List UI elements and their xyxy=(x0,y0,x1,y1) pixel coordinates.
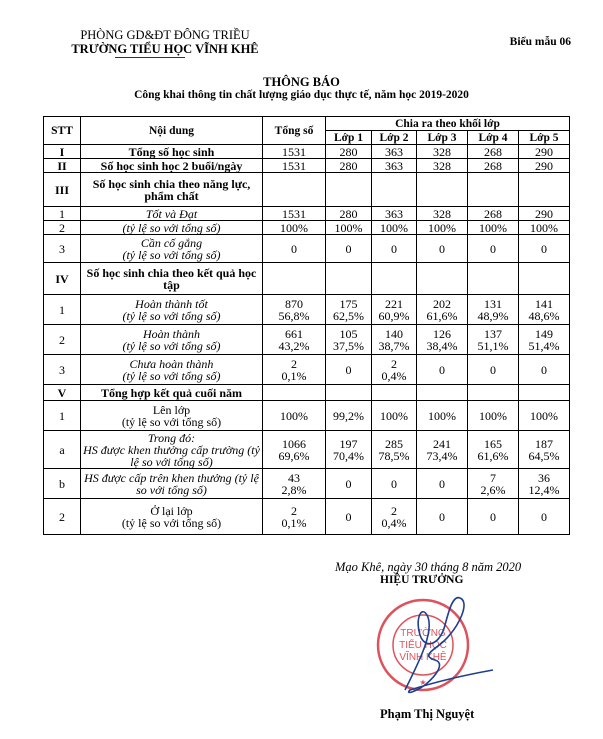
cell-grade-5: 100% xyxy=(519,401,570,431)
cell-grade-5 xyxy=(519,469,570,499)
cell-grade-5 xyxy=(519,431,570,469)
cell-percent: 51,1% xyxy=(477,338,509,353)
cell-stt: IV xyxy=(44,263,81,295)
date-line: Mạo Khê, ngày 30 tháng 8 năm 2020 xyxy=(335,560,522,574)
cell-grade-3: 328 xyxy=(417,207,468,221)
table-row xyxy=(44,431,570,469)
content-sublabel: (tỷ lệ so với tổng số) xyxy=(122,308,221,323)
cell-grade-4 xyxy=(468,469,519,499)
cell-grade-2 xyxy=(372,173,417,207)
cell-grade-1 xyxy=(326,431,372,469)
document-title: THÔNG BÁO xyxy=(263,75,340,89)
svg-text:★: ★ xyxy=(419,678,427,687)
cell-grade-4 xyxy=(468,295,519,325)
cell-total: 100% xyxy=(263,401,326,431)
cell-count: 140 xyxy=(385,326,403,341)
cell-grade-4 xyxy=(468,263,519,295)
table-row xyxy=(44,355,570,385)
table-row xyxy=(44,263,570,295)
cell-grade-1: 280 xyxy=(326,159,372,173)
table-row xyxy=(44,207,570,221)
content-sublabel: HS được khen thưởng cấp trường (tỷ lệ so với tổng số) xyxy=(83,442,260,469)
cell-grade-3: 100% xyxy=(417,401,468,431)
cell-stt: 2 xyxy=(44,325,81,355)
cell-content xyxy=(81,207,263,221)
header-grade-group: Chia ra theo khối lớp xyxy=(326,117,570,131)
content-sublabel: (tỷ lệ so với tổng số) xyxy=(122,247,221,262)
header-stt: STT xyxy=(44,117,81,145)
cell-count: 1066 xyxy=(282,436,306,451)
cell-stt: 2 xyxy=(44,221,81,235)
cell-percent: 61,6% xyxy=(477,448,509,463)
header-grade-5: Lớp 5 xyxy=(519,131,570,145)
cell-total xyxy=(263,469,326,499)
cell-count: 43 xyxy=(288,470,300,485)
issuer-header xyxy=(60,28,270,56)
cell-grade-3: 0 xyxy=(417,469,468,499)
cell-grade-2: 363 xyxy=(372,207,417,221)
cell-content xyxy=(81,221,263,235)
content-label: Trong đó: xyxy=(147,430,196,445)
content-label: Chưa hoàn thành xyxy=(129,356,214,371)
content-label: Hoàn thành xyxy=(143,326,200,341)
cell-percent: 0,4% xyxy=(381,368,407,383)
content-label: Tốt và Đạt xyxy=(145,206,198,221)
cell-percent: 73,4% xyxy=(426,448,458,463)
table-body xyxy=(44,145,570,535)
cell-stt: 1 xyxy=(44,207,81,221)
table-row xyxy=(44,385,570,401)
cell-grade-2 xyxy=(372,325,417,355)
cell-count: 2 xyxy=(291,356,297,371)
cell-content xyxy=(81,145,263,159)
content-label: HS được cấp trên khen thưởng (tỷ lệ so với tổng số) xyxy=(84,470,259,497)
cell-grade-1: 280 xyxy=(326,145,372,159)
cell-content xyxy=(81,431,263,469)
content-sublabel: (tỷ lệ so với tổng số) xyxy=(122,338,221,353)
cell-grade-4: 268 xyxy=(468,145,519,159)
cell-count: 175 xyxy=(339,296,358,311)
cell-grade-5 xyxy=(519,173,570,207)
cell-count: 149 xyxy=(535,326,553,341)
cell-content xyxy=(81,385,263,401)
cell-stt: II xyxy=(44,159,81,173)
cell-grade-3: 328 xyxy=(417,159,468,173)
cell-grade-1: 100% xyxy=(326,221,372,235)
table-row xyxy=(44,401,570,431)
cell-grade-1: 280 xyxy=(326,207,372,221)
cell-grade-1: 0 xyxy=(326,469,372,499)
cell-grade-2: 100% xyxy=(372,221,417,235)
cell-grade-3 xyxy=(417,295,468,325)
content-label: Hoàn thành tốt xyxy=(135,296,208,311)
cell-grade-5: 0 xyxy=(519,499,570,535)
cell-percent: 2,8% xyxy=(281,482,307,497)
cell-grade-1: 0 xyxy=(326,235,372,263)
cell-stt: a xyxy=(44,431,81,469)
header-content: Nội dung xyxy=(81,117,263,145)
cell-percent: 0,1% xyxy=(281,368,307,383)
school-name: TRƯỜNG TIỂU HỌC VĨNH KHÊ xyxy=(71,42,259,56)
cell-content xyxy=(81,469,263,499)
cell-percent: 70,4% xyxy=(333,448,364,463)
table-row xyxy=(44,145,570,159)
cell-stt: 3 xyxy=(44,235,81,263)
form-number: Biểu mẫu 06 xyxy=(509,36,571,48)
cell-grade-4 xyxy=(468,325,519,355)
cell-grade-2 xyxy=(372,431,417,469)
cell-grade-4: 100% xyxy=(468,221,519,235)
cell-grade-5 xyxy=(519,263,570,295)
cell-grade-2: 0 xyxy=(372,235,417,263)
cell-percent: 37,5% xyxy=(333,338,364,353)
cell-grade-1 xyxy=(326,295,372,325)
cell-total xyxy=(263,173,326,207)
cell-count: 661 xyxy=(285,326,303,341)
content-sublabel: (tỷ lệ so với tổng số) xyxy=(122,368,221,383)
cell-grade-4: 0 xyxy=(468,355,519,385)
seal-line-3: VĨNH KHÊ xyxy=(399,652,447,663)
cell-count: 36 xyxy=(538,470,550,485)
cell-stt: 3 xyxy=(44,355,81,385)
cell-grade-5 xyxy=(519,295,570,325)
content-label: Ở lại lớp xyxy=(150,503,193,518)
cell-count: 7 xyxy=(490,470,496,485)
content-label: (tỷ lệ so với tổng số) xyxy=(122,220,221,235)
school-underline xyxy=(115,57,185,58)
table-row xyxy=(44,325,570,355)
cell-grade-2: 363 xyxy=(372,145,417,159)
cell-percent: 0,4% xyxy=(381,515,407,530)
signer-name: Phạm Thị Nguyệt xyxy=(380,707,475,721)
cell-content xyxy=(81,235,263,263)
cell-total xyxy=(263,499,326,535)
cell-grade-3 xyxy=(417,385,468,401)
content-label: Số học sinh chia theo năng lực, phẩm chất xyxy=(92,176,251,203)
cell-grade-1 xyxy=(326,263,372,295)
cell-percent: 60,9% xyxy=(378,308,410,323)
cell-grade-5: 290 xyxy=(519,145,570,159)
cell-count: 285 xyxy=(385,436,403,451)
cell-stt: 1 xyxy=(44,401,81,431)
cell-stt: b xyxy=(44,469,81,499)
cell-stt: I xyxy=(44,145,81,159)
cell-count: 202 xyxy=(433,296,451,311)
cell-total: 0 xyxy=(263,235,326,263)
cell-grade-3: 0 xyxy=(417,499,468,535)
cell-total: 1531 xyxy=(263,145,326,159)
cell-total xyxy=(263,355,326,385)
cell-grade-5: 100% xyxy=(519,221,570,235)
cell-content xyxy=(81,401,263,431)
cell-grade-3 xyxy=(417,173,468,207)
content-label: Số học sinh học 2 buổi/ngày xyxy=(100,158,243,173)
cell-grade-2: 100% xyxy=(372,401,417,431)
cell-grade-2 xyxy=(372,385,417,401)
cell-total xyxy=(263,295,326,325)
cell-content xyxy=(81,499,263,535)
cell-count: 2 xyxy=(391,356,397,371)
header-grade-3: Lớp 3 xyxy=(417,131,468,145)
cell-percent: 51,4% xyxy=(528,338,560,353)
cell-count: 187 xyxy=(535,436,553,451)
header-grade-2: Lớp 2 xyxy=(372,131,417,145)
content-label: Tổng hợp kết quả cuối năm xyxy=(100,385,243,400)
cell-total xyxy=(263,325,326,355)
principal-title: HIỆU TRƯỞNG xyxy=(380,574,464,586)
cell-count: 2 xyxy=(391,503,397,518)
cell-grade-3: 0 xyxy=(417,235,468,263)
department-name: PHÒNG GD&ĐT ĐÔNG TRIỀU xyxy=(80,28,250,42)
cell-grade-3 xyxy=(417,325,468,355)
cell-percent: 69,6% xyxy=(278,448,310,463)
cell-percent: 12,4% xyxy=(528,482,560,497)
cell-grade-1: 0 xyxy=(326,355,372,385)
cell-count: 241 xyxy=(433,436,451,451)
seal-line-1: TRƯỜNG xyxy=(400,628,446,639)
cell-grade-5: 0 xyxy=(519,235,570,263)
cell-grade-3: 0 xyxy=(417,355,468,385)
document-subtitle: Công khai thông tin chất lượng giáo dục thực tế, năm học 2019-2020 xyxy=(134,89,469,101)
cell-grade-4: 268 xyxy=(468,159,519,173)
content-label: Cần cố gắng xyxy=(140,235,203,250)
cell-count: 137 xyxy=(484,326,502,341)
cell-percent: 48,6% xyxy=(528,308,560,323)
cell-grade-1 xyxy=(326,325,372,355)
cell-grade-5: 290 xyxy=(519,159,570,173)
cell-grade-4: 0 xyxy=(468,235,519,263)
cell-total xyxy=(263,263,326,295)
table-row xyxy=(44,221,570,235)
cell-total: 1531 xyxy=(263,207,326,221)
cell-grade-4 xyxy=(468,385,519,401)
header-grade-1: Lớp 1 xyxy=(326,131,372,145)
cell-percent: 38,4% xyxy=(426,338,458,353)
cell-grade-5: 0 xyxy=(519,355,570,385)
cell-count: 870 xyxy=(285,296,303,311)
cell-grade-5 xyxy=(519,325,570,355)
header-total: Tổng số xyxy=(263,117,326,145)
content-label: Số học sinh chia theo kết quả học tập xyxy=(86,265,257,292)
cell-percent: 62,5% xyxy=(333,308,364,323)
cell-count: 197 xyxy=(339,436,358,451)
table-row xyxy=(44,499,570,535)
cell-content xyxy=(81,263,263,295)
cell-content xyxy=(81,159,263,173)
cell-total: 1531 xyxy=(263,159,326,173)
cell-grade-1 xyxy=(326,173,372,207)
cell-count: 2 xyxy=(291,503,297,518)
cell-grade-4: 100% xyxy=(468,401,519,431)
cell-count: 141 xyxy=(535,296,553,311)
cell-count: 165 xyxy=(484,436,502,451)
cell-total xyxy=(263,385,326,401)
cell-total: 100% xyxy=(263,221,326,235)
cell-percent: 43,2% xyxy=(278,338,310,353)
cell-grade-1: 0 xyxy=(326,499,372,535)
quality-table xyxy=(43,116,570,535)
cell-grade-3: 328 xyxy=(417,145,468,159)
cell-grade-1: 99,2% xyxy=(326,401,372,431)
cell-grade-3 xyxy=(417,431,468,469)
cell-stt: III xyxy=(44,173,81,207)
table-row xyxy=(44,235,570,263)
cell-grade-4 xyxy=(468,173,519,207)
cell-percent: 78,5% xyxy=(378,448,410,463)
cell-grade-2 xyxy=(372,499,417,535)
cell-content xyxy=(81,355,263,385)
cell-grade-1 xyxy=(326,385,372,401)
cell-grade-4 xyxy=(468,431,519,469)
official-seal-image xyxy=(375,590,505,700)
seal-and-signature xyxy=(375,590,505,700)
cell-grade-2 xyxy=(372,355,417,385)
cell-count: 131 xyxy=(484,296,502,311)
cell-stt: 1 xyxy=(44,295,81,325)
cell-count: 105 xyxy=(339,326,358,341)
cell-count: 221 xyxy=(385,296,403,311)
cell-stt: 2 xyxy=(44,499,81,535)
content-label: Tổng số học sinh xyxy=(128,144,215,159)
cell-percent: 56,8% xyxy=(278,308,310,323)
cell-grade-4: 268 xyxy=(468,207,519,221)
table-row xyxy=(44,173,570,207)
cell-grade-2: 363 xyxy=(372,159,417,173)
cell-grade-5 xyxy=(519,385,570,401)
cell-percent: 0,1% xyxy=(281,515,307,530)
cell-total xyxy=(263,431,326,469)
cell-grade-5: 290 xyxy=(519,207,570,221)
cell-grade-2 xyxy=(372,295,417,325)
header-grade-4: Lớp 4 xyxy=(468,131,519,145)
cell-percent: 38,7% xyxy=(378,338,410,353)
cell-percent: 48,9% xyxy=(477,308,509,323)
cell-content xyxy=(81,173,263,207)
cell-percent: 2,6% xyxy=(480,482,506,497)
seal-line-2: TIỂU HỌC xyxy=(399,640,447,651)
content-label: Lên lớp xyxy=(152,402,191,417)
content-sublabel: (tỷ lệ so với tổng số) xyxy=(121,515,222,530)
table-row xyxy=(44,159,570,173)
cell-content xyxy=(81,295,263,325)
cell-grade-4: 0 xyxy=(468,499,519,535)
cell-grade-3: 100% xyxy=(417,221,468,235)
cell-grade-3 xyxy=(417,263,468,295)
table-row xyxy=(44,469,570,499)
content-sublabel: (tỷ lệ so với tổng số) xyxy=(121,414,222,429)
cell-percent: 64,5% xyxy=(528,448,560,463)
table-row xyxy=(44,295,570,325)
cell-grade-2 xyxy=(372,263,417,295)
cell-stt: V xyxy=(44,385,81,401)
cell-count: 126 xyxy=(433,326,451,341)
cell-percent: 61,6% xyxy=(426,308,458,323)
cell-grade-2: 0 xyxy=(372,469,417,499)
cell-content xyxy=(81,325,263,355)
